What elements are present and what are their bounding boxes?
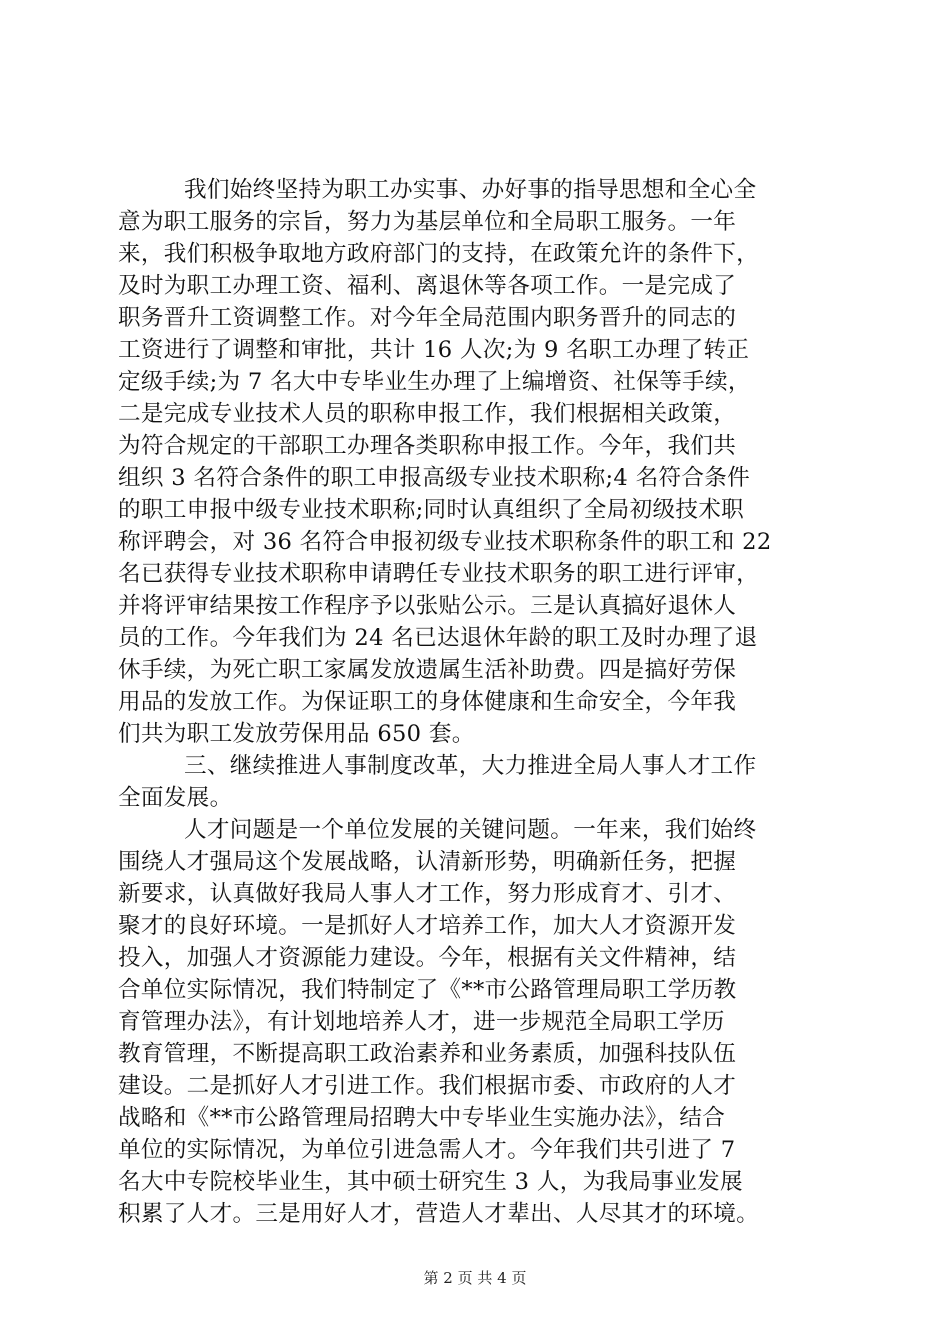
text-line: 育管理办法》，有计划地培养人才，进一步规范全局职工学历: [118, 1009, 725, 1035]
text-line: 休手续，为死亡职工家属发放遗属生活补助费。四是搞好劳保: [118, 657, 737, 683]
text-line: 意为职工服务的宗旨，努力为基层单位和全局职工服务。一年: [118, 209, 737, 235]
text-line: 我们始终坚持为职工办实事、办好事的指导思想和全心全: [184, 177, 757, 203]
text-line: 组织 3 名符合条件的职工申报高级专业技术职称;4 名符合条件: [118, 465, 751, 491]
text-line: 用品的发放工作。为保证职工的身体健康和生命安全，今年我: [118, 689, 737, 715]
text-line: 单位的实际情况，为单位引进急需人才。今年我们共引进了 7: [118, 1137, 736, 1163]
text-line: 积累了人才。三是用好人才，营造人才辈出、人尽其才的环境。: [118, 1201, 760, 1227]
text-line: 称评聘会，对 36 名符合申报初级专业技术职称条件的职工和 22: [118, 529, 772, 555]
body-text: [118, 174, 838, 1230]
text-line: 建设。二是抓好人才引进工作。我们根据市委、市政府的人才: [118, 1073, 737, 1099]
text-line: 为符合规定的干部职工办理各类职称申报工作。今年，我们共: [118, 433, 737, 459]
text-line: 及时为职工办理工资、福利、离退休等各项工作。一是完成了: [118, 273, 737, 299]
section-heading-continued: 全面发展。: [118, 785, 233, 811]
text-line: 来，我们积极争取地方政府部门的支持，在政策允许的条件下，: [118, 241, 760, 267]
text-line: 围绕人才强局这个发展战略，认清新形势，明确新任务，把握: [118, 849, 737, 875]
text-line: 聚才的良好环境。一是抓好人才培养工作，加大人才资源开发: [118, 913, 737, 939]
text-line: 名已获得专业技术职称申请聘任专业技术职务的职工进行评审，: [118, 561, 760, 587]
text-line: 工资进行了调整和审批，共计 16 人次;为 9 名职工办理了转正: [118, 337, 750, 363]
section-heading: 三、继续推进人事制度改革，大力推进全局人事人才工作: [184, 753, 757, 779]
page-number-footer: 第 2 页 共 4 页: [423, 1269, 527, 1287]
text-line: 职务晋升工资调整工作。对今年全局范围内职务晋升的同志的: [118, 305, 737, 331]
text-line: 员的工作。今年我们为 24 名已达退休年龄的职工及时办理了退: [118, 625, 758, 651]
text-line: 教育管理，不断提高职工政治素养和业务素质，加强科技队伍: [118, 1041, 737, 1067]
text-line: 投入，加强人才资源能力建设。今年，根据有关文件精神，结: [118, 945, 737, 971]
text-line: 合单位实际情况，我们特制定了《**市公路管理局职工学历教: [118, 977, 737, 1003]
text-line: 并将评审结果按工作程序予以张贴公示。三是认真搞好退休人: [118, 593, 737, 619]
text-line: 二是完成专业技术人员的职称申报工作，我们根据相关政策，: [118, 401, 737, 427]
text-line: 名大中专院校毕业生，其中硕士研究生 3 人，为我局事业发展: [118, 1169, 743, 1195]
text-line: 的职工申报中级专业技术职称;同时认真组织了全局初级技术职: [118, 497, 745, 523]
text-line: 人才问题是一个单位发展的关键问题。一年来，我们始终: [184, 817, 757, 843]
text-line: 们共为职工发放劳保用品 650 套。: [118, 721, 475, 747]
text-line: 定级手续;为 7 名大中专毕业生办理了上编增资、社保等手续，: [118, 369, 751, 395]
text-line: 新要求，认真做好我局人事人才工作，努力形成育才、引才、: [118, 881, 737, 907]
text-line: 战略和《**市公路管理局招聘大中专毕业生实施办法》，结合: [118, 1105, 726, 1131]
